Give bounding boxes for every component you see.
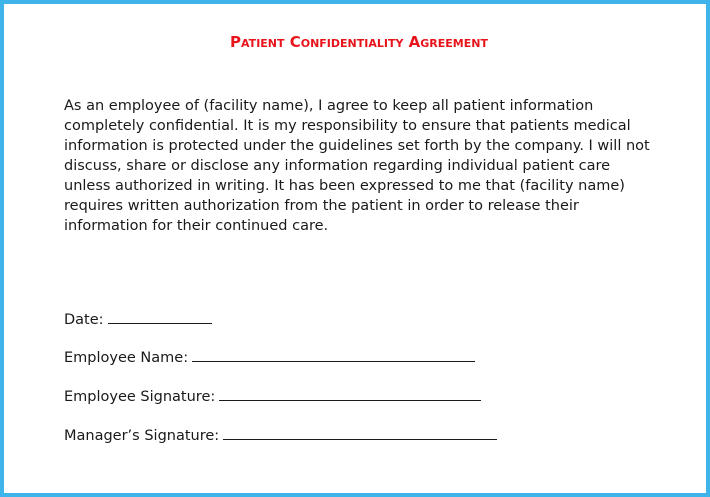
paragraph-line: As an employee of (facility name), I agree to keep all patient information <box>64 98 594 114</box>
paragraph-line: information is protected under the guidelines set forth by the company. I will not <box>64 138 650 154</box>
paragraph-line: discuss, share or disclose any information regarding individual patient care <box>64 158 611 174</box>
employee-name-label: Employee Name: <box>64 350 189 366</box>
employee-signature-field <box>64 386 481 406</box>
date-label: Date: <box>64 312 104 328</box>
paragraph-line: unless authorized in writing. It has been expressed to me that (facility name) <box>64 178 625 194</box>
employee-signature-blank-line[interactable] <box>219 386 481 401</box>
document-title: Patient Confidentiality Agreement <box>230 33 488 51</box>
agreement-paragraph <box>64 96 684 236</box>
paragraph-line: completely confidential. It is my responsibility to ensure that patients medical <box>64 118 631 134</box>
employee-name-field <box>64 347 475 367</box>
paragraph-line: requires written authorization from the patient in order to release their <box>64 198 579 214</box>
manager-signature-field <box>64 425 497 445</box>
manager-signature-label: Manager’s Signature: <box>64 428 220 444</box>
paragraph-line: information for their continued care. <box>64 218 329 234</box>
manager-signature-blank-line[interactable] <box>223 425 497 440</box>
employee-name-blank-line[interactable] <box>192 347 475 362</box>
date-field <box>64 309 212 329</box>
employee-signature-label: Employee Signature: <box>64 389 216 405</box>
date-blank-line[interactable] <box>108 309 212 324</box>
